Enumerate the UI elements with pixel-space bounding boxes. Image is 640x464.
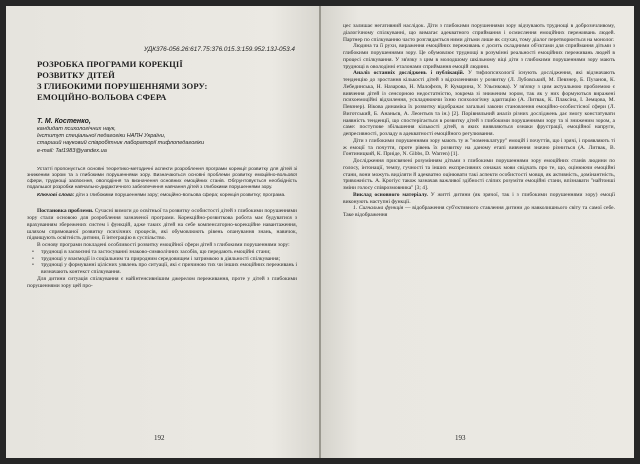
paragraph-text: — відображення суб'єктивного ставлення дитини до навколишнього світу та самої себе. Таке відображення bbox=[343, 205, 615, 218]
author-name: Т. М. Костенко, bbox=[37, 118, 91, 125]
title-line: РОЗВИТКУ ДІТЕЙ bbox=[37, 70, 115, 80]
right-page bbox=[321, 6, 634, 458]
section-lead: Виклад основного матеріалу. bbox=[353, 191, 428, 198]
feature-list bbox=[27, 249, 297, 276]
left-page-content bbox=[27, 46, 297, 289]
paragraph-text: У тифлопсихології існують дослідження, які відзначають тенденцію до зростання кількості дітей з відхиленнями у розвитку (Л. Лубовський, М. Певзнер, Б. Пузанов, К. Лебединська, Н. Назарова, Н. Малофєєв, Р. Кумарина, У. Ульєнкова). У зв'язку з цим актуальною проблемою є вивчення дітей із сенсорною недостатністю, зокрема зі зниженим зором, так як у них формуються вираженi психоемоційні відхилення, ускладнюючи їхню психологічну адаптацію (А. Литвак, К. Плаксіна, І. Земцова, М. Певзнер). Вікова динаміка їх розвитку відображає загальні закони становлення емоційно-особистісної сфери (Л. Виготський, Б. Ананьєв, А. Леонтьєв та ін.) [2]. Порівняльний аналіз різних досліджень дає змогу констатувати наявність тенденції, що спостерігається в розвитку дітей з глибокими порушеннями зору та зі зниженим зором, а саме: поступове збільшення кількості дітей, в яких виявляються ознаки фрустрації, емоційної напруги, депресивності, розладу в адекватності емоційного регулювання. bbox=[343, 70, 615, 137]
author-email: e-mail: Tat1983@yandex.ua bbox=[37, 147, 107, 154]
keywords-label: Ключові слова: bbox=[37, 193, 75, 199]
paragraph: цес залишає негативний наслідок. Діти з глибокими порушеннями зору відчувають труднощі в доброзичливому, діалогічному спілкуванні, що вимагає адекватного сприймання і осмислення емоційних переживань людей. Партнер по спілкуванню часто розглядається ними дітьми лише як слухач, тому діалог перетворюється на монолог. bbox=[343, 23, 615, 43]
title-line: РОЗРОБКА ПРОГРАМИ КОРЕКЦІЇ bbox=[37, 59, 183, 69]
paragraph: В основу програми покладені особливості розвитку емоційної сфери дітей з глибокими порушеннями зору: bbox=[37, 242, 290, 249]
function-label: 1. Сигнальна функція bbox=[353, 205, 404, 212]
paragraph bbox=[343, 70, 615, 138]
right-page-content bbox=[343, 23, 615, 219]
author-degree: кандидат психологічних наук, bbox=[37, 126, 116, 132]
section-lead: Аналіз останніх досліджень і публікацій. bbox=[353, 70, 465, 77]
paragraph-text: У житті дитини (як зрячої, так і з глибокими порушеннями зору) емоції виконують наступні функції. bbox=[343, 191, 615, 205]
page-number: 192 bbox=[154, 434, 165, 442]
title-line: З ГЛИБОКИМИ ПОРУШЕННЯМИ ЗОРУ: bbox=[37, 81, 208, 91]
paragraph: Для дитини ситуація спілкування є найінтенсивнішим джерелом переживання, проте у дітей з глибокими порушеннями зору цей про- bbox=[27, 275, 297, 289]
paragraph bbox=[27, 208, 297, 242]
paragraph bbox=[343, 192, 615, 206]
keywords bbox=[27, 193, 297, 199]
paragraph-text: Сучасні вимоги до освітньої та розвитку особистості дітей з глибокими порушеннями зору стали основою для розроблення зазначеної програми. Корекційно-розвиткова робота має будуватися з врахуванням збережених систем і функцій, адже таких дітей на себе компенсаторно-корекційне навантаження, шляхом спрямованої розвитку психічних процесів, які обумовлюють рівень опанування знань, навичок, підвищують освітність дитини, її інтеграцію в суспільство. bbox=[27, 208, 297, 242]
title-line: ЕМОЦІЙНО-ВОЛЬОВА СФЕРА bbox=[37, 92, 167, 102]
author-position: старший науковий співробітник лабораторії тифлопедагогіки bbox=[37, 140, 205, 147]
paragraph: Дослідження присвячені розумінням дітьми з глибокими порушеннями зору емоційних станів людини по голосу, інтонації, темпу, гучності та інших експресивних ознаках мови свідчать про те, що, оцінюючи емоційні стани, вони можуть виділяти й адекватно оцінювати такі аспекти особистості мовця, як активність, домінантність, тривожність. А. Крогіус також зазначав важливої здібності сліпих розуміти емоційні стани, впізнавати "найтонші зміни голосу співрозмовника" [3; 4]. bbox=[343, 158, 615, 191]
abstract: Устатті пропонується основні теоретико-методичні аспекти розроблення програми корекції розвитку для дітей зі зниженим зором та з глибокими порушеннями зору. Визначаються основні проблеми розвитку емоційно-вольової сфери, труднощі засвоєння, оволодіння та визначення основних емоційних станів. Обгрунтовується необхідність подальшої розробки навчально-дидактичного забезпечення навчання дітей з глибокими порушеннями зору. bbox=[27, 166, 297, 191]
keywords-text: діти з глибокими порушеннями зору; емоційно-вольова сфера; корекція розвитку; програма. bbox=[74, 193, 286, 199]
page-number: 193 bbox=[455, 434, 466, 442]
list-item: • труднощі в засвоєнні та застосуванні знаково-символічних засобів, що передають емоційні стани; bbox=[27, 249, 297, 256]
author-institution: Інститут спеціальної педагогіки НАПН України, bbox=[37, 133, 166, 140]
article-title bbox=[37, 59, 297, 103]
list-item: • труднощі у формуванні цілісних уявлень про ситуації, які є причиною тих чи інших емоційних переживань і визначають контекст спілкування. bbox=[27, 262, 297, 276]
left-page bbox=[6, 6, 319, 458]
paragraph bbox=[343, 205, 615, 219]
section-lead: Постановка проблеми. bbox=[37, 208, 94, 215]
udc-code: УДК376-056.26:617.75:376.015.3:159.952.13Ј-053.4 bbox=[143, 46, 295, 53]
list-item: • труднощі у взаємодії із соціальним та природним середовищем і затримкою в діяльності спілкування; bbox=[27, 256, 297, 263]
author-block bbox=[37, 117, 297, 155]
paragraph: Діти з глибокими порушеннями зору мають ту ж "номенклатуру" емоцій і почуттів, що і зрячі, і проявляють ті ж емоції та почуття, проте рівень їх розвитку на даному етапі вивчення значно різниться (А. Литвак, В. Гонтиницкий, К. Приіде, N. Gibbs, D. Warren) [1]. bbox=[343, 137, 615, 158]
paragraph: Людина та її рухи, вираження емоційних переживань є досить складними об'єктами для сприймання дітьми з глибокими порушеннями зору. Це обумовлює труднощі в розумінні реальності емоційних переживань людей в процесі спілкування. У зв'язку з цим в молодшому шкільному віці діти з глибокими порушеннями зору мають труднощі в оволодінні еталонами сприймання емоцій людини. bbox=[343, 43, 615, 70]
